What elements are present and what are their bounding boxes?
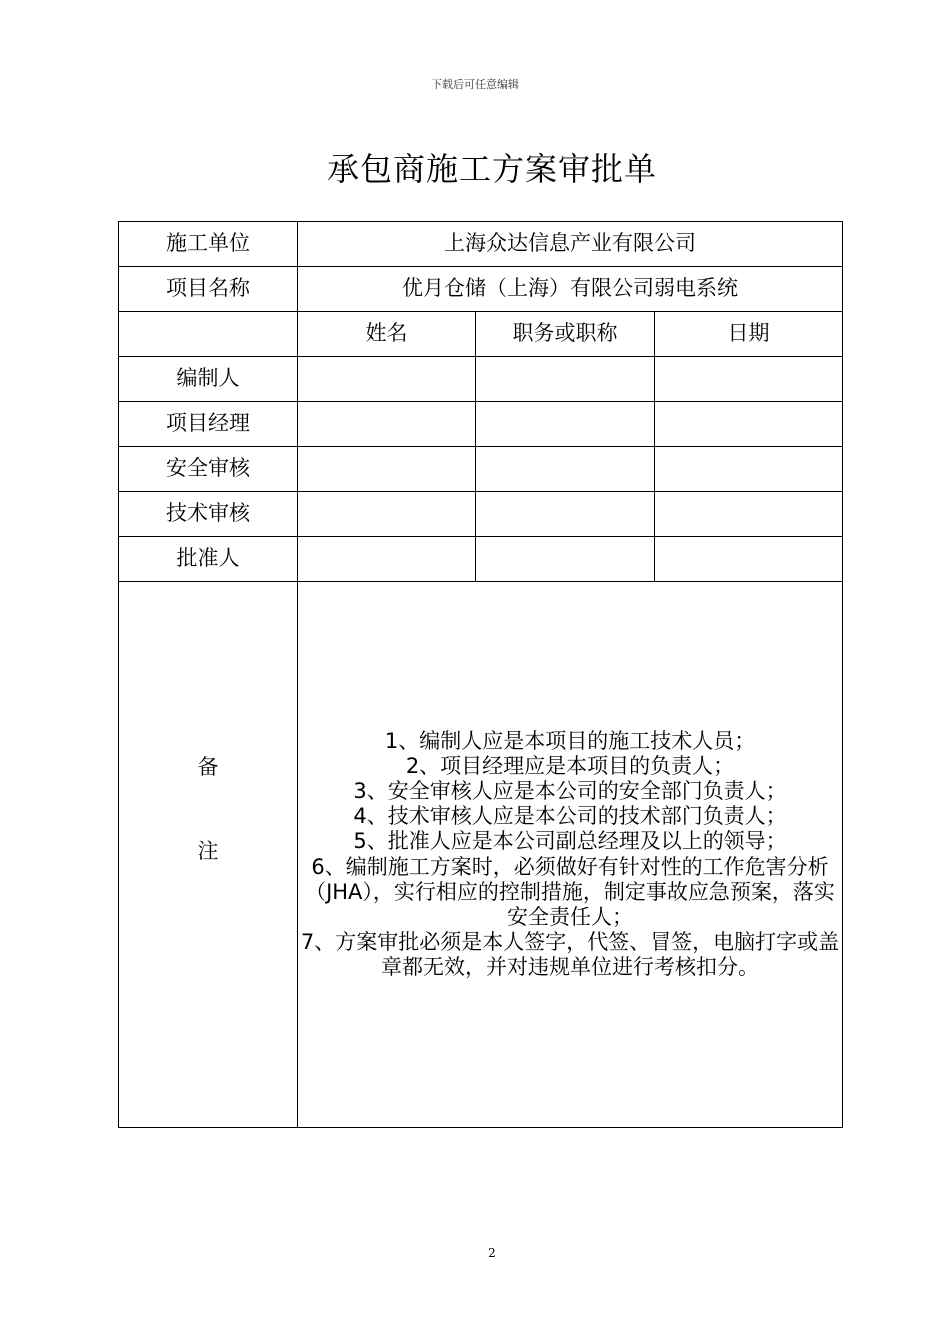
date-cell[interactable] [655, 357, 843, 402]
col-header-date: 日期 [655, 312, 843, 357]
approval-form-table [118, 221, 843, 1128]
row-label: 安全审核 [119, 447, 298, 492]
note-item: 3、安全审核人应是本公司的安全部门负责人； [353, 778, 787, 803]
table-row [119, 537, 843, 582]
header-note: 下载后可任意编辑 [431, 78, 519, 91]
row-label: 编制人 [119, 357, 298, 402]
unit-value: 上海众达信息产业有限公司 [298, 222, 843, 267]
notes-label-char-1: 备 [197, 755, 219, 780]
title-cell[interactable] [476, 447, 655, 492]
name-cell[interactable] [298, 357, 476, 402]
title-cell[interactable] [476, 357, 655, 402]
note-item: 5、批准人应是本公司副总经理及以上的领导； [353, 829, 787, 854]
table-row [119, 492, 843, 537]
col-header-name: 姓名 [298, 312, 476, 357]
note-item: 2、项目经理应是本项目的负责人； [405, 753, 735, 778]
project-row [119, 267, 843, 312]
unit-row [119, 222, 843, 267]
notes-content [298, 582, 843, 1128]
name-cell[interactable] [298, 402, 476, 447]
title-cell[interactable] [476, 492, 655, 537]
col-header-title: 职务或职称 [476, 312, 655, 357]
row-label: 批准人 [119, 537, 298, 582]
note-item: 1、编制人应是本项目的施工技术人员； [384, 728, 756, 753]
row-label: 项目经理 [119, 402, 298, 447]
project-value: 优月仓储（上海）有限公司弱电系统 [298, 267, 843, 312]
date-cell[interactable] [655, 447, 843, 492]
table-row [119, 402, 843, 447]
note-item: 7、方案审批必须是本人签字，代签、冒签，电脑打字或盖章都无效，并对违规单位进行考核扣分。 [300, 930, 840, 980]
name-cell[interactable] [298, 537, 476, 582]
date-cell[interactable] [655, 402, 843, 447]
notes-label [119, 582, 298, 1128]
blank-header-cell [119, 312, 298, 357]
column-header-row [119, 312, 843, 357]
date-cell[interactable] [655, 537, 843, 582]
note-item: 6、编制施工方案时，必须做好有针对性的工作危害分析（JHA），实行相应的控制措施，制定事故应急预案，落实安全责任人； [305, 854, 835, 929]
name-cell[interactable] [298, 492, 476, 537]
note-item: 4、技术审核人应是本公司的技术部门负责人； [353, 804, 787, 829]
row-label: 技术审核 [119, 492, 298, 537]
unit-label: 施工单位 [119, 222, 298, 267]
date-cell[interactable] [655, 492, 843, 537]
name-cell[interactable] [298, 447, 476, 492]
notes-label-char-2: 注 [197, 838, 219, 863]
notes-row [119, 582, 843, 1128]
page-number: 2 [488, 1246, 496, 1260]
title-cell[interactable] [476, 537, 655, 582]
project-label: 项目名称 [119, 267, 298, 312]
title-cell[interactable] [476, 402, 655, 447]
table-row [119, 447, 843, 492]
document-title: 承包商施工方案审批单 [326, 150, 657, 188]
table-row [119, 357, 843, 402]
